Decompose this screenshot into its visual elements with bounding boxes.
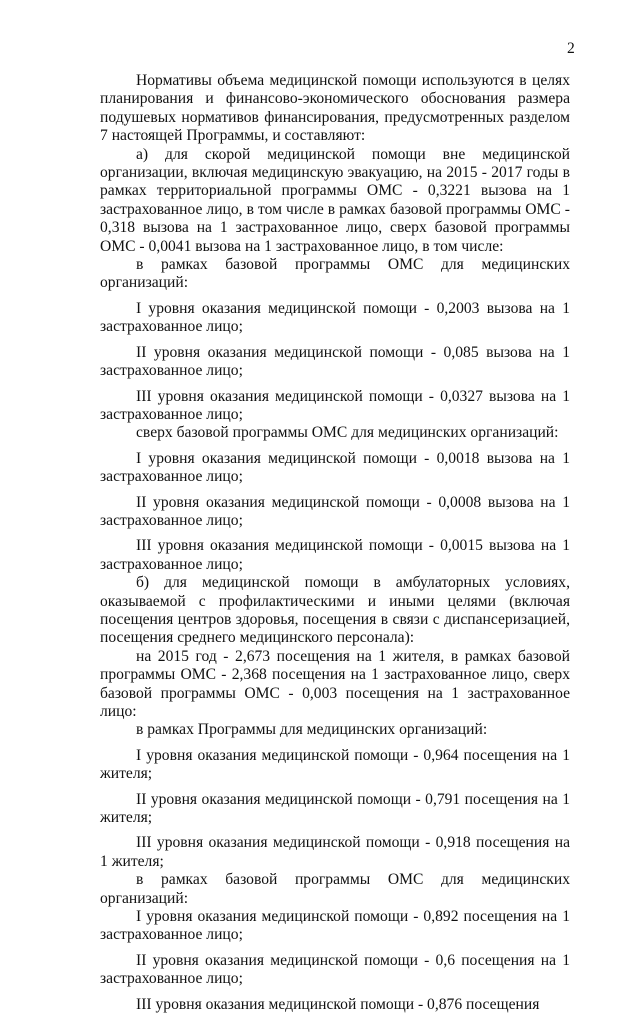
level-3-ambulance-base: III уровня оказания медицинской помощи - 0,0327 вызова на 1 застрахованное лицо; — [100, 387, 570, 423]
level-2-visits-program: II уровня оказания медицинской помощи - 0,791 посещения на 1 жителя; — [100, 790, 570, 827]
level-3-visits-base: III уровня оказания медицинской помощи - 0,876 посещения — [136, 995, 540, 1013]
page-number: 2 — [567, 40, 575, 57]
level-3-visits-program: III уровня оказания медицинской помощи - 0,918 посещения на 1 жителя; — [100, 834, 570, 870]
level-2-ambulance-base: II уровня оказания медицинской помощи - 0,085 вызова на 1 застрахованное лицо; — [100, 343, 570, 380]
item-a-paragraph: а) для скорой медицинской помощи вне медицинской организации, включая медицинскую эвакуацию, на 2015 - 2017 годы в рамках территориальной программы ОМС - 0,3221 вызова на 1 застрахованное лицо, в том числе в рамках базовой программы ОМС - 0,318 вызова на 1 застрахованное лицо, сверх базовой программы ОМС - 0,0041 вызова на 1 застрахованное лицо, в том числе: — [100, 145, 570, 255]
level-1-ambulance-above: I уровня оказания медицинской помощи - 0,0018 вызова на 1 застрахованное лицо; — [100, 449, 570, 486]
level-1-ambulance-base: I уровня оказания медицинской помощи - 0,2003 вызова на 1 застрахованное лицо; — [100, 299, 570, 336]
level-2-visits-base: II уровня оказания медицинской помощи - 0,6 посещения на 1 застрахованное лицо; — [100, 951, 570, 988]
program-heading: в рамках Программы для медицинских организаций: — [136, 721, 488, 739]
item-b-paragraph: б) для медицинской помощи в амбулаторных условиях, оказываемой с профилактическими и иными целями (включая посещения центров здоровья, посещения в связи с диспансеризацией, посещения среднего медицинского персонала): — [100, 574, 570, 647]
level-3-ambulance-above: III уровня оказания медицинской помощи - 0,0015 вызова на 1 застрахованное лицо; — [100, 537, 570, 573]
intro-paragraph: Нормативы объема медицинской помощи используются в целях планирования и финансово-экономического обоснования размера подушевых нормативов финансирования, предусмотренных разделом 7 настоящей Программы, и составляют: — [100, 72, 570, 145]
base-program-heading-2: в рамках базовой программы ОМС для медицинских организаций: — [100, 871, 570, 907]
level-2-ambulance-above: II уровня оказания медицинской помощи - 0,0008 вызова на 1 застрахованное лицо; — [100, 493, 570, 529]
base-program-heading: в рамках базовой программы ОМС для медицинских организаций: — [100, 256, 570, 292]
year-2015-paragraph: на 2015 год - 2,673 посещения на 1 жителя, в рамках базовой программы ОМС - 2,368 посещения на 1 застрахованное лицо, сверх базовой программы ОМС - 0,003 посещения на 1 застрахованное лицо: — [100, 647, 570, 720]
level-1-visits-program: I уровня оказания медицинской помощи - 0,964 посещения на 1 жителя; — [100, 746, 570, 783]
document-body — [100, 72, 570, 1014]
level-1-visits-base: I уровня оказания медицинской помощи - 0,892 посещения на 1 застрахованное лицо; — [100, 908, 570, 944]
above-base-heading: сверх базовой программы ОМС для медицинских организаций: — [136, 424, 559, 442]
